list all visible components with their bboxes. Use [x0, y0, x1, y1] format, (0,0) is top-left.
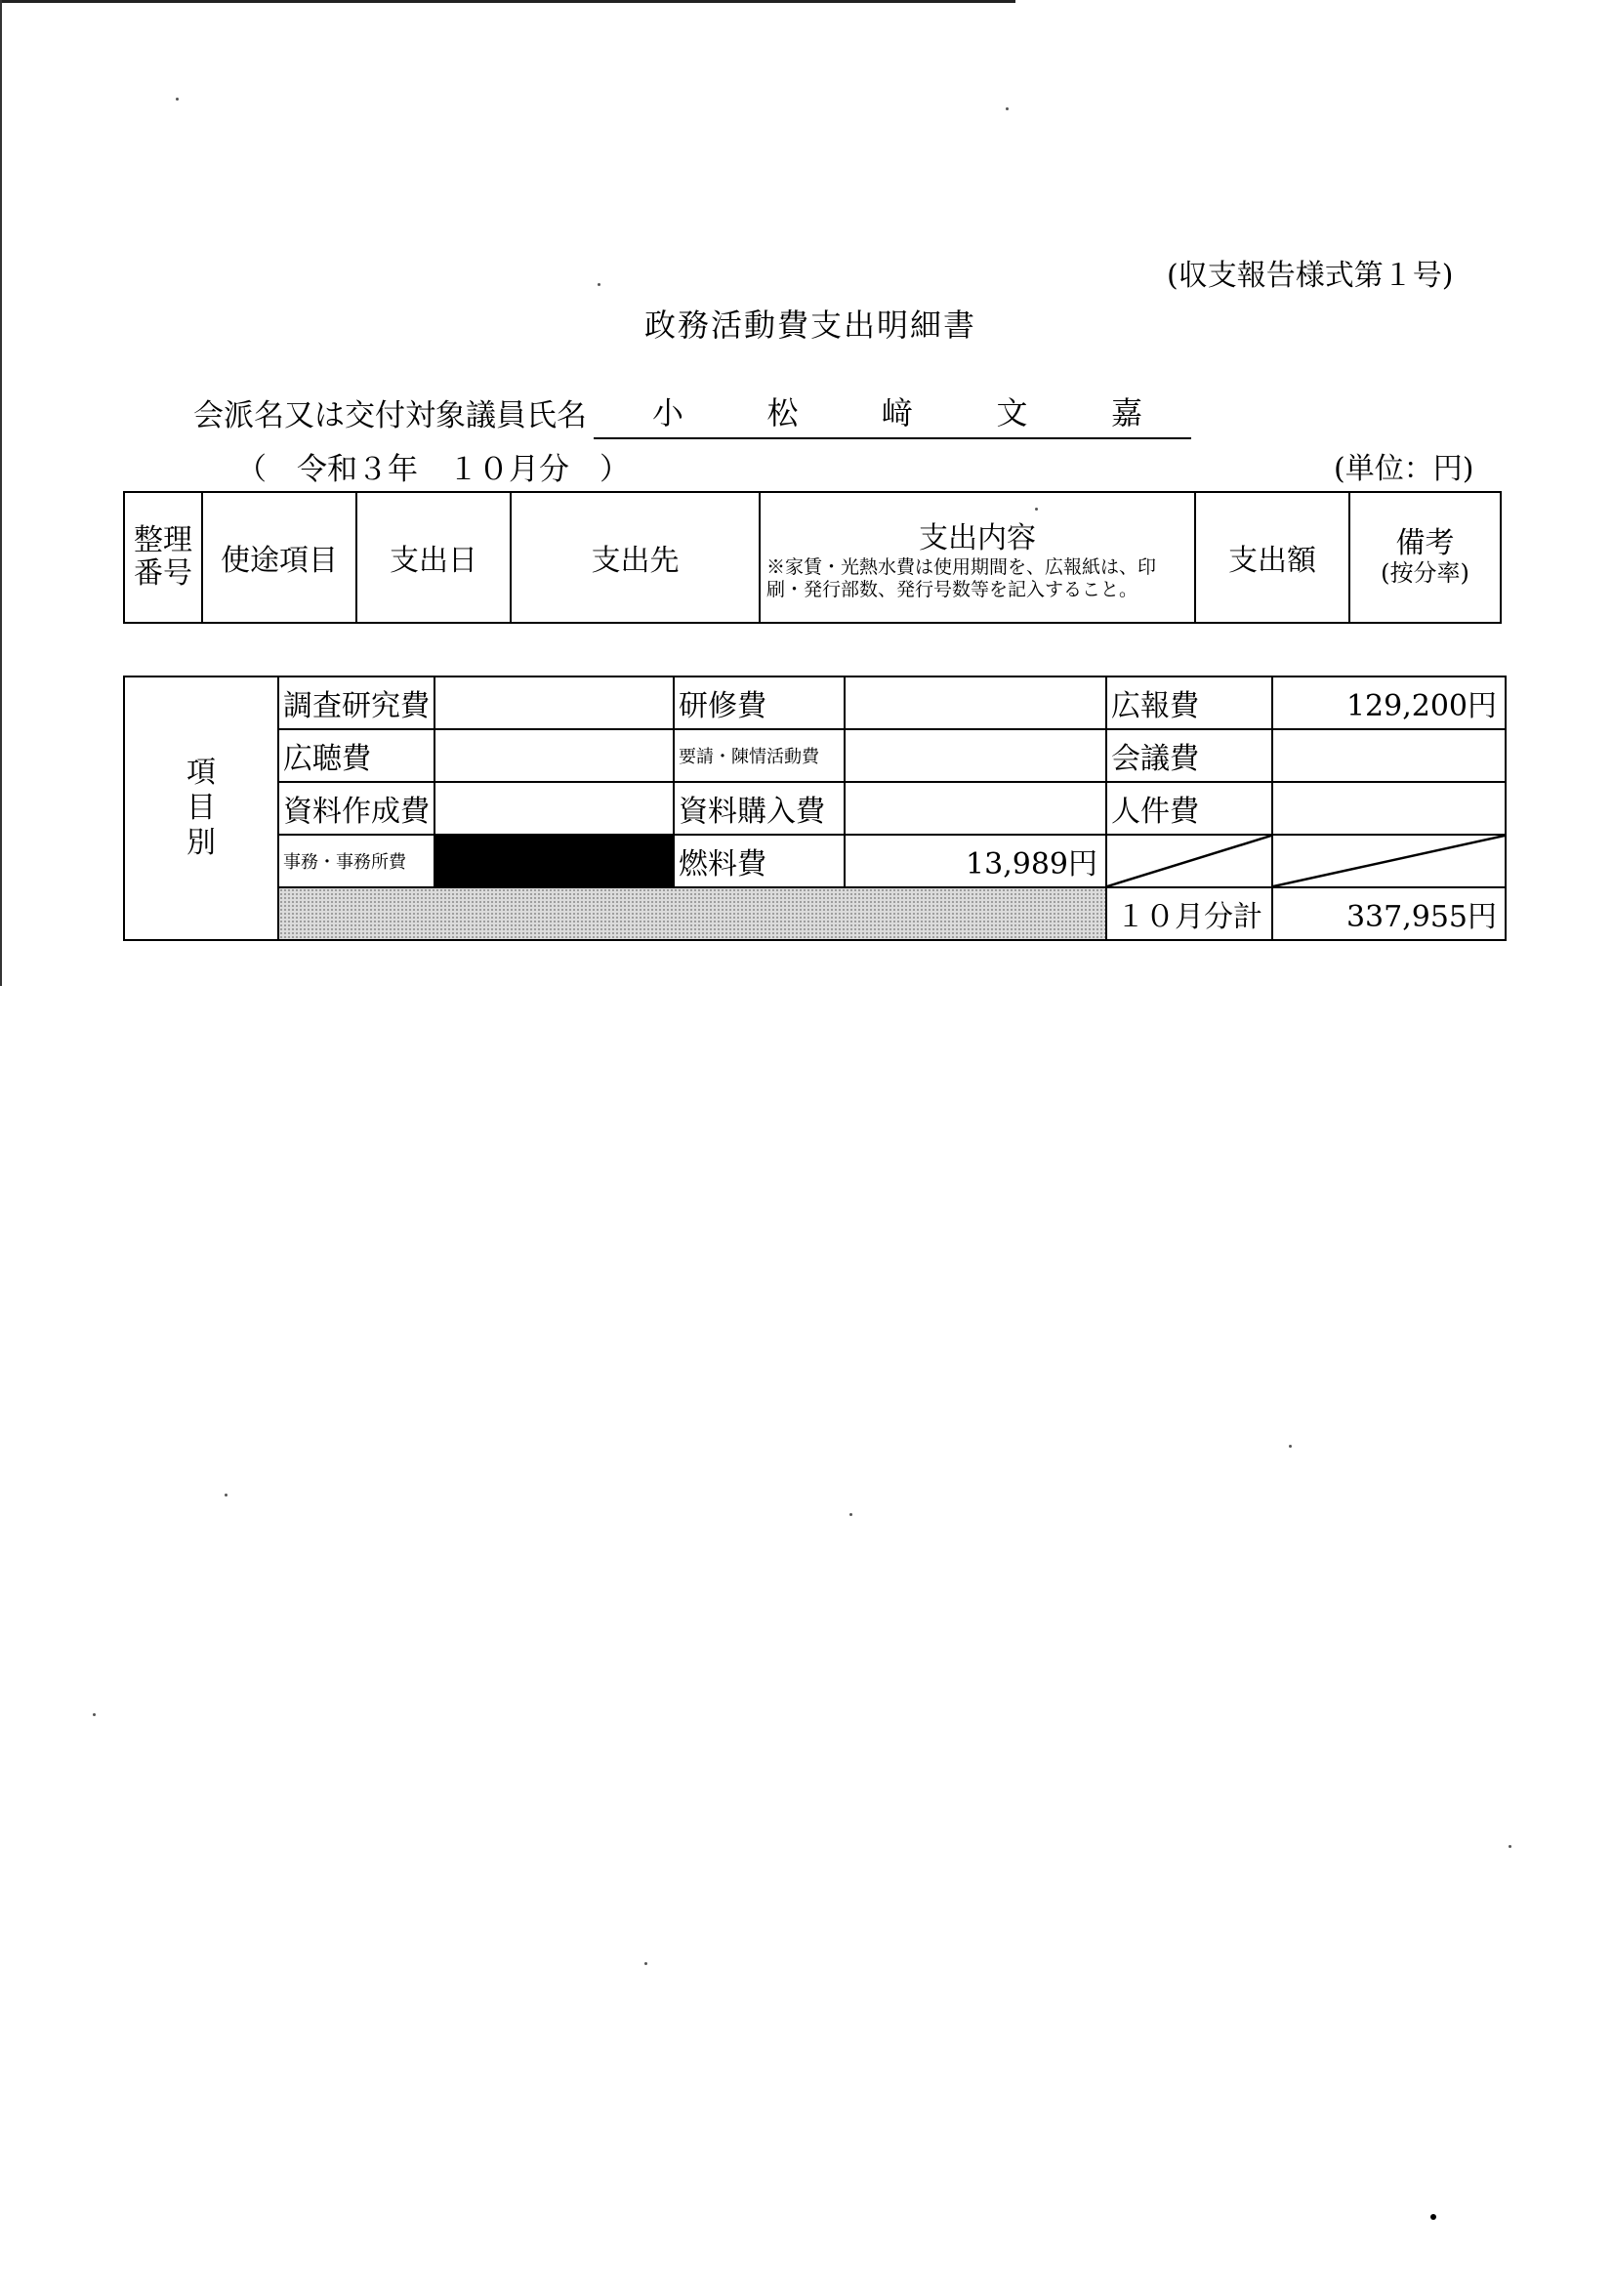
category-summary-table [123, 676, 1507, 941]
document-title: 政務活動費支出明細書 [644, 307, 977, 344]
shaded-blank-area [278, 887, 1106, 940]
header-content [760, 492, 1195, 623]
table-row [124, 676, 1506, 729]
diagonal-slash [1273, 836, 1505, 886]
category-publicity-label: 広報費 [1106, 676, 1272, 729]
scan-left-edge [0, 0, 2, 986]
header-content-title: 支出内容 [919, 521, 1036, 556]
category-petition-value [845, 729, 1106, 782]
scan-speck [644, 1962, 647, 1965]
scan-top-edge [0, 0, 1015, 3]
table-row [124, 729, 1506, 782]
diagonal-slash [1107, 836, 1271, 886]
scan-speck [849, 1513, 852, 1516]
header-payee: 支出先 [511, 492, 760, 623]
scan-speck [1430, 2214, 1436, 2220]
table-row [124, 835, 1506, 887]
scan-speck [93, 1713, 96, 1716]
member-name-char: 文 [996, 394, 1028, 431]
header-remarks-sub: (按分率) [1381, 559, 1469, 588]
table-row [124, 782, 1506, 835]
member-name-char: 松 [766, 394, 799, 431]
category-materials-purchase-value [845, 782, 1106, 835]
header-remarks-title: 備考 [1395, 525, 1455, 560]
reporting-period: （ 令和３年 １０月分 ） [236, 452, 630, 487]
scan-speck [225, 1494, 227, 1496]
category-fuel-value: 13,989円 [845, 835, 1106, 887]
scan-speck [1035, 508, 1038, 511]
category-personnel-value [1272, 782, 1506, 835]
unit-label: (単位：円) [1334, 452, 1474, 486]
category-training-label: 研修費 [674, 676, 845, 729]
category-petition-label: 要請・陳情活動費 [674, 729, 845, 782]
header-number: 整理番号 [124, 492, 202, 623]
member-name-char: 嘉 [1110, 394, 1142, 431]
category-materials-purchase-label: 資料購入費 [674, 782, 845, 835]
category-research-label: 調査研究費 [278, 676, 434, 729]
category-meeting-label: 会議費 [1106, 729, 1272, 782]
header-remarks [1349, 492, 1501, 623]
member-name-char: 小 [652, 394, 684, 431]
category-publicity-value: 129,200円 [1272, 676, 1506, 729]
scan-speck [1509, 1845, 1511, 1848]
category-fuel-label: 燃料費 [674, 835, 845, 887]
member-name-char: 﨑 [881, 394, 913, 431]
member-name [594, 389, 1191, 439]
empty-slashed-cell [1272, 835, 1506, 887]
scan-speck [1006, 107, 1009, 110]
scan-speck [1289, 1445, 1292, 1448]
form-number: (収支報告様式第１号) [1167, 259, 1454, 293]
category-hearing-label: 広聴費 [278, 729, 434, 782]
category-office-label: 事務・事務所費 [278, 835, 434, 887]
category-research-value [434, 676, 674, 729]
header-purpose: 使途項目 [202, 492, 356, 623]
member-label: 会派名又は交付対象議員氏名 [193, 398, 587, 433]
redacted-office-value [434, 835, 674, 887]
monthly-total-label: １０月分計 [1106, 887, 1272, 940]
category-hearing-value [434, 729, 674, 782]
monthly-total-value: 337,955円 [1272, 887, 1506, 940]
header-amount: 支出額 [1195, 492, 1349, 623]
header-content-note: ※家賃・光熱水費は使用期間を、広報紙は、印刷・発行部数、発行号数等を記入すること。 [766, 556, 1157, 600]
expense-header-table [123, 491, 1502, 624]
category-training-value [845, 676, 1106, 729]
category-materials-creation-value [434, 782, 674, 835]
category-side-label: 項 目 別 [124, 676, 278, 940]
category-personnel-label: 人件費 [1106, 782, 1272, 835]
scan-speck [176, 98, 179, 101]
scan-speck [598, 283, 600, 286]
empty-slashed-cell [1106, 835, 1272, 887]
table-row [124, 887, 1506, 940]
header-date: 支出日 [356, 492, 511, 623]
category-meeting-value [1272, 729, 1506, 782]
category-materials-creation-label: 資料作成費 [278, 782, 434, 835]
